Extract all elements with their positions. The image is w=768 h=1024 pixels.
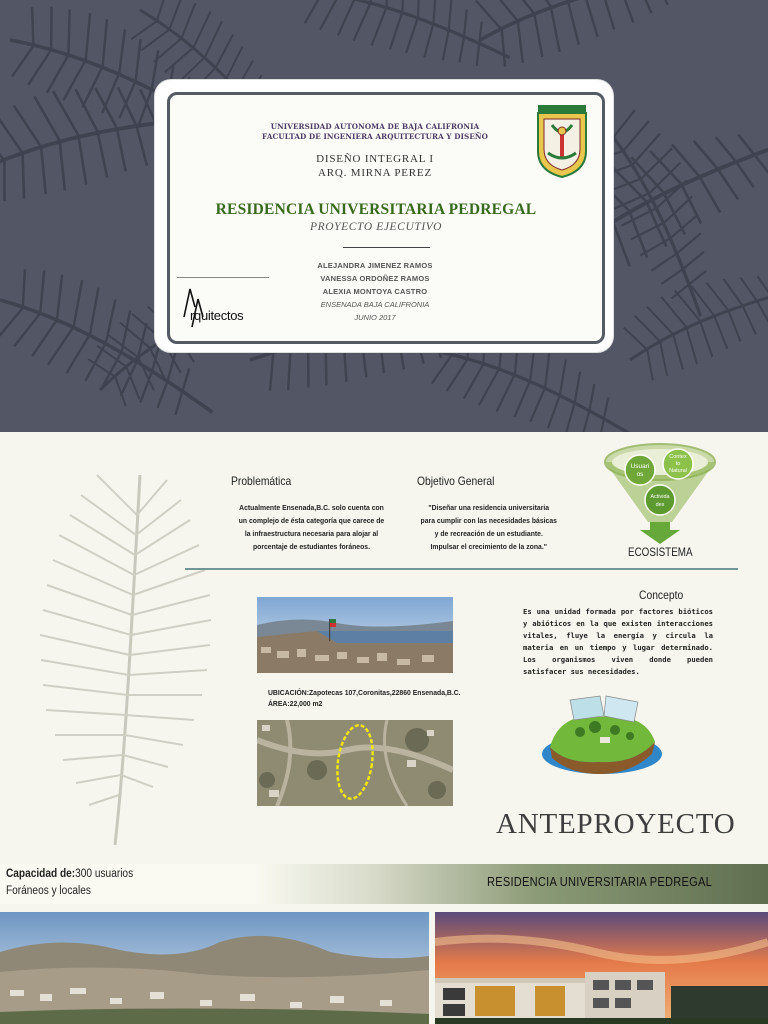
problem-line: la infraestructura necesaria para alojar al bbox=[244, 529, 379, 538]
course-name: DISEÑO INTEGRAL I bbox=[316, 153, 434, 165]
capacity-info bbox=[6, 866, 133, 900]
svg-text:Natural: Natural bbox=[669, 468, 687, 474]
objective-line: y de recreación de un estudiante. bbox=[434, 529, 543, 538]
faculty-name: FACULTAD DE INGENIERA ARQUITECTURA Y DISEÑO bbox=[262, 132, 488, 141]
university-name: UNIVERSIDAD AUTONOMA DE BAJA CALIFRONIA bbox=[270, 122, 480, 131]
bubble-usuarios bbox=[625, 455, 655, 485]
date-text: JUNIO 2017 bbox=[354, 313, 396, 322]
logo-text: rquitectos bbox=[190, 308, 244, 323]
aerial-site-photo bbox=[257, 720, 453, 806]
building-sunset-render bbox=[435, 912, 768, 1024]
uabc-seal-icon bbox=[534, 103, 590, 179]
problem-line: un complejo de ésta categoría que carece de bbox=[238, 516, 385, 525]
author-name: VANESSA ORDOÑEZ RAMOS bbox=[320, 274, 430, 283]
author-name: ALEXIA MONTOYA CASTRO bbox=[322, 287, 428, 296]
capacity-label: Capacidad de: bbox=[6, 868, 76, 880]
section-rule bbox=[185, 568, 738, 570]
problem-line: porcentaje de estudiantes foráneos. bbox=[253, 542, 370, 551]
cover-card bbox=[155, 80, 613, 352]
ecosystem-island-illustration bbox=[540, 692, 665, 782]
feather-illustration bbox=[20, 455, 250, 855]
city-view-photo bbox=[257, 597, 453, 673]
concept-heading: Concepto bbox=[639, 588, 684, 602]
svg-text:os: os bbox=[636, 471, 644, 478]
svg-text:Usuari: Usuari bbox=[630, 463, 650, 470]
project-title: RESIDENCIA UNIVERSITARIA PEDREGAL bbox=[215, 201, 537, 218]
objective-heading: Objetivo General bbox=[417, 474, 495, 488]
project-subtitle: PROYECTO EJECUTIVO bbox=[310, 221, 442, 233]
svg-text:des: des bbox=[655, 502, 665, 508]
svg-text:to: to bbox=[675, 461, 681, 467]
place-text: ENSENADA BAJA CALIFRONIA bbox=[320, 300, 430, 309]
bubble-contexto-natural bbox=[663, 449, 693, 479]
objective-line: "Diseñar una residencia universitaria bbox=[428, 503, 550, 512]
bubble-actividades bbox=[645, 485, 675, 515]
capacity-value: 300 usuarios bbox=[75, 868, 134, 880]
location-address: UBICACIÓN:Zapotecas 107,Coronitas,22860 Ensenada,B.C. bbox=[268, 688, 461, 697]
logo-rule bbox=[177, 277, 269, 278]
cover-frame bbox=[167, 92, 605, 344]
author-name: ALEJANDRA JIMENEZ RAMOS bbox=[317, 261, 433, 270]
location-info bbox=[268, 687, 461, 709]
hills-landscape-photo bbox=[0, 912, 429, 1024]
location-area: ÁREA:22,000 m2 bbox=[268, 699, 323, 708]
title-divider bbox=[343, 247, 430, 248]
anteproyecto-heading: ANTEPROYECTO bbox=[496, 808, 736, 840]
svg-text:Activida: Activida bbox=[650, 494, 670, 500]
band-title: RESIDENCIA UNIVERSITARIA PEDREGAL bbox=[487, 874, 712, 889]
ecosystem-label: ECOSISTEMA bbox=[628, 545, 693, 559]
teacher-name: ARQ. MIRNA PEREZ bbox=[318, 167, 432, 179]
svg-text:Contex: Contex bbox=[669, 454, 687, 460]
problem-heading: Problemática bbox=[231, 474, 292, 488]
concept-text: Es una unidad formada por factores bióticos y abióticos en la que existen interacciones vitales, fluye la energía y circula la materia en un tiempo y lugar determinado. Los organismos viven donde pueden satisfacer sus necesidades. bbox=[523, 607, 713, 677]
cover-banner bbox=[0, 0, 768, 432]
objective-line: para cumplir con las necesidades básicas bbox=[420, 516, 557, 525]
objective-text bbox=[410, 501, 568, 553]
objective-line: Impulsar el crecimiento de la zona." bbox=[430, 542, 547, 551]
ecosystem-funnel-diagram bbox=[600, 440, 720, 552]
problem-line: Actualmente Ensenada,B.C. solo cuenta con bbox=[239, 503, 384, 512]
problem-text bbox=[226, 501, 397, 553]
capacity-users: Foráneos y locales bbox=[6, 885, 91, 897]
